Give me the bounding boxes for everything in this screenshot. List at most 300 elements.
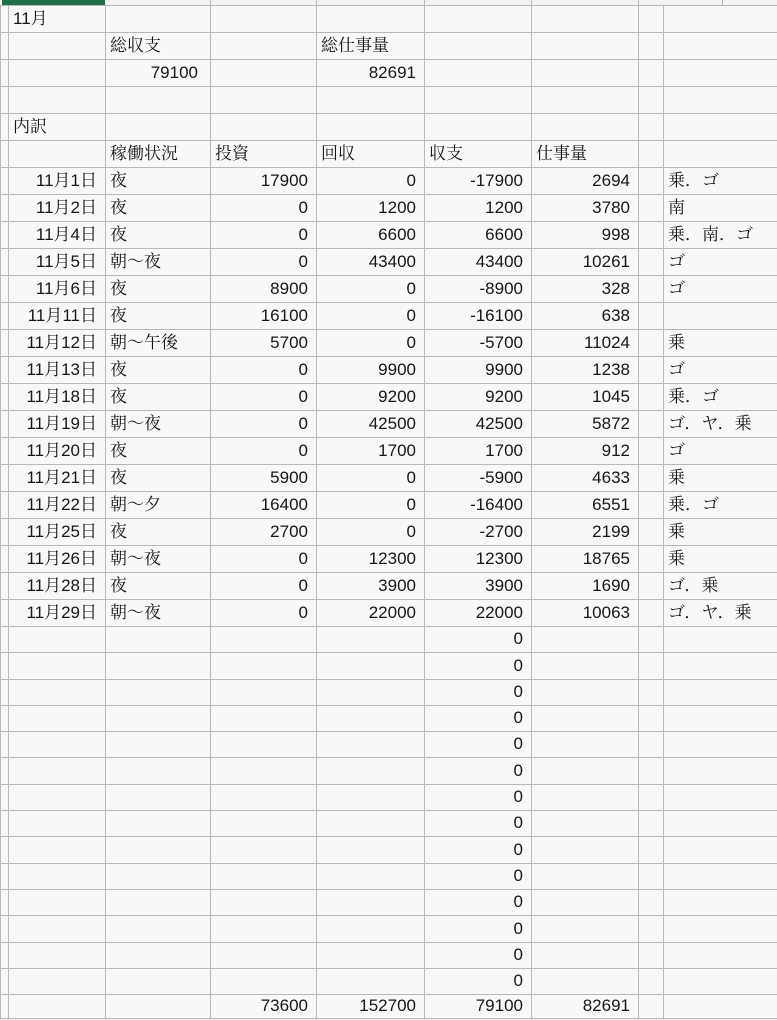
total-balance-label-cell[interactable]: 総収支 [106,33,211,60]
cell-date[interactable] [9,863,106,889]
cell-date[interactable]: 11月4日 [9,222,106,249]
cell-investment[interactable] [211,679,317,705]
cell-status[interactable] [106,916,211,942]
cell-date[interactable]: 11月18日 [9,384,106,411]
cell-work[interactable]: 5872 [532,411,639,438]
cell-status[interactable]: 朝〜午後 [106,330,211,357]
cell-left-margin[interactable] [1,330,9,357]
cell-left-margin[interactable] [1,573,9,600]
cell-empty[interactable] [317,114,425,141]
cell-investment[interactable] [211,705,317,731]
cell-empty[interactable] [664,114,777,141]
cell-spacer[interactable] [639,303,664,330]
cell-work[interactable]: 998 [532,222,639,249]
cell-status[interactable] [106,889,211,915]
cell-left-margin[interactable] [1,863,9,889]
cell-investment[interactable] [211,942,317,968]
cell-note[interactable] [664,679,777,705]
cell-investment[interactable]: 16100 [211,303,317,330]
cell-investment[interactable]: 0 [211,384,317,411]
cell-empty[interactable] [9,33,106,60]
cell-spacer[interactable] [639,758,664,784]
cell-balance[interactable]: -8900 [425,276,532,303]
cell-status[interactable]: 夜 [106,168,211,195]
cell-status[interactable]: 夜 [106,384,211,411]
cell-investment[interactable] [211,916,317,942]
header-work[interactable]: 仕事量 [532,141,639,168]
cell-recovery[interactable]: 9900 [317,357,425,384]
breakdown-label-cell[interactable]: 内訳 [9,114,106,141]
cell-investment[interactable]: 17900 [211,168,317,195]
cell-investment[interactable]: 0 [211,438,317,465]
cell-spacer[interactable] [639,679,664,705]
cell-status[interactable]: 夜 [106,222,211,249]
cell-work[interactable]: 11024 [532,330,639,357]
cell-investment[interactable] [211,653,317,679]
cell-balance[interactable]: -17900 [425,168,532,195]
cell-date[interactable] [9,627,106,653]
cell-status[interactable]: 夜 [106,357,211,384]
cell-empty[interactable] [639,114,664,141]
cell-work[interactable] [532,837,639,863]
cell-left-margin[interactable] [1,6,9,33]
cell-empty[interactable] [532,33,639,60]
cell-status[interactable] [106,942,211,968]
cell-recovery[interactable]: 1200 [317,195,425,222]
cell-balance[interactable]: 0 [425,784,532,810]
cell-left-margin[interactable] [1,465,9,492]
cell-status[interactable]: 夜 [106,519,211,546]
cell-empty[interactable] [9,87,106,114]
cell-investment[interactable]: 0 [211,195,317,222]
cell-recovery[interactable] [317,758,425,784]
cell-empty[interactable] [664,60,777,87]
cell-date[interactable]: 11月2日 [9,195,106,222]
cell-empty[interactable] [532,60,639,87]
cell-left-margin[interactable] [1,627,9,653]
cell-left-margin[interactable] [1,438,9,465]
cell-empty[interactable] [9,995,106,1019]
cell-note[interactable]: 乗．南．ゴ [664,222,777,249]
cell-work[interactable]: 10063 [532,600,639,627]
cell-work[interactable] [532,968,639,994]
cell-investment[interactable]: 8900 [211,276,317,303]
cell-note[interactable] [664,705,777,731]
cell-left-margin[interactable] [1,492,9,519]
cell-balance[interactable]: 12300 [425,546,532,573]
cell-status[interactable] [106,705,211,731]
cell-spacer[interactable] [639,811,664,837]
cell-investment[interactable] [211,811,317,837]
cell-empty[interactable] [639,995,664,1019]
cell-work[interactable]: 6551 [532,492,639,519]
cell-balance[interactable]: 0 [425,968,532,994]
cell-empty[interactable] [664,995,777,1019]
cell-empty[interactable] [425,87,532,114]
cell-left-margin[interactable] [1,168,9,195]
cell-spacer[interactable] [639,916,664,942]
cell-date[interactable] [9,942,106,968]
cell-spacer[interactable] [639,465,664,492]
cell-recovery[interactable]: 43400 [317,249,425,276]
cell-balance[interactable]: 1700 [425,438,532,465]
cell-left-margin[interactable] [1,600,9,627]
total-work-label-cell[interactable]: 総仕事量 [317,33,425,60]
cell-left-margin[interactable] [1,357,9,384]
cell-left-margin[interactable] [1,114,9,141]
cell-note[interactable] [664,732,777,758]
cell-recovery[interactable] [317,916,425,942]
cell-spacer[interactable] [639,384,664,411]
cell-work[interactable] [532,784,639,810]
cell-work[interactable]: 1238 [532,357,639,384]
cell-work[interactable]: 10261 [532,249,639,276]
cell-work[interactable]: 4633 [532,465,639,492]
cell-left-margin[interactable] [1,732,9,758]
cell-empty[interactable] [9,60,106,87]
cell-recovery[interactable] [317,705,425,731]
cell-date[interactable]: 11月25日 [9,519,106,546]
cell-recovery[interactable] [317,837,425,863]
cell-note[interactable] [664,627,777,653]
cell-left-margin[interactable] [1,519,9,546]
cell-note[interactable] [664,916,777,942]
cell-recovery[interactable] [317,784,425,810]
cell-investment[interactable]: 5700 [211,330,317,357]
cell-date[interactable] [9,784,106,810]
cell-left-margin[interactable] [1,784,9,810]
cell-left-margin[interactable] [1,916,9,942]
cell-note[interactable] [664,811,777,837]
cell-status[interactable] [106,811,211,837]
cell-empty[interactable] [106,87,211,114]
cell-investment[interactable] [211,732,317,758]
cell-left-margin[interactable] [1,653,9,679]
cell-note[interactable] [664,889,777,915]
cell-work[interactable]: 328 [532,276,639,303]
cell-recovery[interactable]: 42500 [317,411,425,438]
cell-work[interactable] [532,705,639,731]
cell-work[interactable] [532,653,639,679]
cell-note[interactable]: 乗．ゴ [664,168,777,195]
cell-empty[interactable] [639,87,664,114]
cell-investment[interactable] [211,627,317,653]
cell-status[interactable] [106,863,211,889]
cell-investment[interactable]: 0 [211,222,317,249]
cell-empty[interactable] [639,141,664,168]
cell-investment[interactable] [211,889,317,915]
cell-spacer[interactable] [639,942,664,968]
cell-status[interactable]: 朝〜夜 [106,249,211,276]
cell-date[interactable]: 11月6日 [9,276,106,303]
cell-left-margin[interactable] [1,679,9,705]
cell-date[interactable]: 11月29日 [9,600,106,627]
cell-spacer[interactable] [639,889,664,915]
cell-date[interactable]: 11月11日 [9,303,106,330]
cell-date[interactable]: 11月22日 [9,492,106,519]
cell-date[interactable] [9,653,106,679]
cell-balance[interactable]: 0 [425,889,532,915]
cell-empty[interactable] [317,87,425,114]
cell-date[interactable]: 11月12日 [9,330,106,357]
cell-spacer[interactable] [639,546,664,573]
cell-spacer[interactable] [639,573,664,600]
cell-recovery[interactable] [317,653,425,679]
cell-status[interactable]: 夜 [106,195,211,222]
cell-spacer[interactable] [639,519,664,546]
cell-spacer[interactable] [639,627,664,653]
cell-recovery[interactable]: 0 [317,276,425,303]
cell-status[interactable]: 朝〜夜 [106,600,211,627]
cell-empty[interactable] [639,6,664,33]
cell-balance[interactable]: 1200 [425,195,532,222]
total-investment-cell[interactable]: 73600 [211,995,317,1019]
cell-investment[interactable] [211,758,317,784]
cell-work[interactable]: 2199 [532,519,639,546]
cell-status[interactable]: 朝〜夕 [106,492,211,519]
cell-work[interactable]: 638 [532,303,639,330]
cell-left-margin[interactable] [1,384,9,411]
cell-balance[interactable]: -2700 [425,519,532,546]
cell-investment[interactable]: 2700 [211,519,317,546]
cell-work[interactable] [532,732,639,758]
cell-empty[interactable] [106,114,211,141]
cell-empty[interactable] [9,141,106,168]
cell-balance[interactable]: 22000 [425,600,532,627]
cell-work[interactable]: 18765 [532,546,639,573]
cell-recovery[interactable]: 3900 [317,573,425,600]
cell-recovery[interactable]: 0 [317,492,425,519]
cell-left-margin[interactable] [1,60,9,87]
cell-note[interactable]: ゴ [664,357,777,384]
cell-spacer[interactable] [639,968,664,994]
cell-left-margin[interactable] [1,141,9,168]
cell-empty[interactable] [425,33,532,60]
cell-recovery[interactable] [317,732,425,758]
cell-left-margin[interactable] [1,276,9,303]
cell-left-margin[interactable] [1,222,9,249]
cell-date[interactable] [9,811,106,837]
cell-note[interactable]: 乗 [664,546,777,573]
cell-left-margin[interactable] [1,889,9,915]
cell-recovery[interactable] [317,811,425,837]
cell-work[interactable] [532,811,639,837]
cell-balance[interactable]: 0 [425,679,532,705]
cell-work[interactable] [532,889,639,915]
cell-balance[interactable]: -16100 [425,303,532,330]
cell-empty[interactable] [532,6,639,33]
total-balance-cell[interactable]: 79100 [425,995,532,1019]
cell-recovery[interactable]: 0 [317,168,425,195]
cell-empty[interactable] [664,6,777,33]
cell-spacer[interactable] [639,357,664,384]
header-balance[interactable]: 収支 [425,141,532,168]
cell-empty[interactable] [664,87,777,114]
cell-balance[interactable]: 6600 [425,222,532,249]
cell-left-margin[interactable] [1,249,9,276]
cell-investment[interactable]: 0 [211,573,317,600]
cell-balance[interactable]: -5700 [425,330,532,357]
cell-spacer[interactable] [639,222,664,249]
cell-date[interactable] [9,705,106,731]
cell-investment[interactable]: 0 [211,249,317,276]
cell-spacer[interactable] [639,330,664,357]
cell-balance[interactable]: 9200 [425,384,532,411]
cell-work[interactable]: 1045 [532,384,639,411]
cell-date[interactable]: 11月21日 [9,465,106,492]
cell-recovery[interactable] [317,627,425,653]
cell-note[interactable]: 乗 [664,465,777,492]
cell-date[interactable] [9,679,106,705]
cell-recovery[interactable]: 6600 [317,222,425,249]
cell-left-margin[interactable] [1,411,9,438]
cell-balance[interactable]: 0 [425,863,532,889]
cell-note[interactable]: ゴ．乗 [664,573,777,600]
cell-recovery[interactable]: 1700 [317,438,425,465]
cell-investment[interactable] [211,968,317,994]
cell-empty[interactable] [425,114,532,141]
cell-empty[interactable] [211,60,317,87]
cell-date[interactable]: 11月1日 [9,168,106,195]
cell-note[interactable]: 乗 [664,519,777,546]
cell-note[interactable]: ゴ [664,249,777,276]
cell-note[interactable] [664,784,777,810]
cell-spacer[interactable] [639,705,664,731]
cell-date[interactable]: 11月20日 [9,438,106,465]
cell-note[interactable]: ゴ [664,276,777,303]
cell-balance[interactable]: -5900 [425,465,532,492]
cell-left-margin[interactable] [1,758,9,784]
total-balance-value-cell[interactable]: 79100 [106,60,211,87]
cell-note[interactable] [664,758,777,784]
cell-note[interactable]: 南 [664,195,777,222]
cell-date[interactable] [9,837,106,863]
cell-status[interactable] [106,758,211,784]
cell-recovery[interactable]: 12300 [317,546,425,573]
cell-date[interactable] [9,968,106,994]
cell-status[interactable]: 夜 [106,276,211,303]
cell-work[interactable]: 1690 [532,573,639,600]
cell-investment[interactable] [211,837,317,863]
cell-spacer[interactable] [639,195,664,222]
cell-left-margin[interactable] [1,546,9,573]
cell-spacer[interactable] [639,411,664,438]
cell-investment[interactable] [211,863,317,889]
cell-recovery[interactable]: 0 [317,519,425,546]
cell-work[interactable] [532,679,639,705]
cell-empty[interactable] [425,60,532,87]
cell-recovery[interactable] [317,942,425,968]
cell-note[interactable]: ゴ．ヤ．乗 [664,411,777,438]
cell-left-margin[interactable] [1,837,9,863]
cell-left-margin[interactable] [1,303,9,330]
cell-balance[interactable]: 0 [425,627,532,653]
cell-empty[interactable] [664,141,777,168]
cell-note[interactable]: 乗．ゴ [664,384,777,411]
cell-balance[interactable]: 0 [425,837,532,863]
cell-note[interactable]: 乗．ゴ [664,492,777,519]
cell-status[interactable]: 朝〜夜 [106,411,211,438]
cell-balance[interactable]: 0 [425,653,532,679]
cell-balance[interactable]: 0 [425,758,532,784]
cell-note[interactable] [664,968,777,994]
cell-empty[interactable] [317,6,425,33]
cell-status[interactable]: 夜 [106,438,211,465]
cell-recovery[interactable] [317,679,425,705]
cell-note[interactable]: ゴ [664,438,777,465]
cell-status[interactable]: 朝〜夜 [106,546,211,573]
cell-balance[interactable]: 42500 [425,411,532,438]
cell-empty[interactable] [211,114,317,141]
cell-note[interactable] [664,653,777,679]
cell-left-margin[interactable] [1,195,9,222]
month-label-cell[interactable]: 11月 [9,6,106,33]
cell-work[interactable] [532,627,639,653]
cell-spacer[interactable] [639,837,664,863]
cell-investment[interactable]: 0 [211,357,317,384]
cell-empty[interactable] [532,87,639,114]
cell-empty[interactable] [211,33,317,60]
cell-work[interactable] [532,942,639,968]
cell-recovery[interactable]: 9200 [317,384,425,411]
cell-investment[interactable]: 0 [211,546,317,573]
cell-date[interactable] [9,758,106,784]
cell-status[interactable] [106,679,211,705]
cell-date[interactable]: 11月26日 [9,546,106,573]
cell-work[interactable] [532,758,639,784]
cell-balance[interactable]: 43400 [425,249,532,276]
cell-work[interactable] [532,916,639,942]
cell-left-margin[interactable] [1,705,9,731]
cell-work[interactable]: 2694 [532,168,639,195]
header-recovery[interactable]: 回収 [317,141,425,168]
cell-empty[interactable] [639,60,664,87]
cell-recovery[interactable]: 0 [317,303,425,330]
cell-recovery[interactable]: 22000 [317,600,425,627]
cell-left-margin[interactable] [1,968,9,994]
cell-balance[interactable]: -16400 [425,492,532,519]
cell-status[interactable]: 夜 [106,465,211,492]
cell-investment[interactable]: 0 [211,600,317,627]
cell-spacer[interactable] [639,653,664,679]
cell-status[interactable]: 夜 [106,303,211,330]
cell-empty[interactable] [664,33,777,60]
cell-spacer[interactable] [639,276,664,303]
header-status[interactable]: 稼働状況 [106,141,211,168]
total-work-cell[interactable]: 82691 [532,995,639,1019]
cell-work[interactable]: 3780 [532,195,639,222]
cell-balance[interactable]: 0 [425,732,532,758]
cell-status[interactable]: 夜 [106,573,211,600]
cell-recovery[interactable] [317,968,425,994]
cell-note[interactable] [664,303,777,330]
cell-spacer[interactable] [639,784,664,810]
cell-spacer[interactable] [639,492,664,519]
cell-date[interactable] [9,889,106,915]
cell-balance[interactable]: 0 [425,916,532,942]
cell-note[interactable] [664,837,777,863]
cell-date[interactable]: 11月5日 [9,249,106,276]
cell-spacer[interactable] [639,600,664,627]
cell-status[interactable] [106,837,211,863]
cell-empty[interactable] [211,6,317,33]
cell-note[interactable] [664,863,777,889]
cell-recovery[interactable]: 0 [317,465,425,492]
cell-work[interactable] [532,863,639,889]
header-investment[interactable]: 投資 [211,141,317,168]
cell-spacer[interactable] [639,863,664,889]
cell-empty[interactable] [211,87,317,114]
